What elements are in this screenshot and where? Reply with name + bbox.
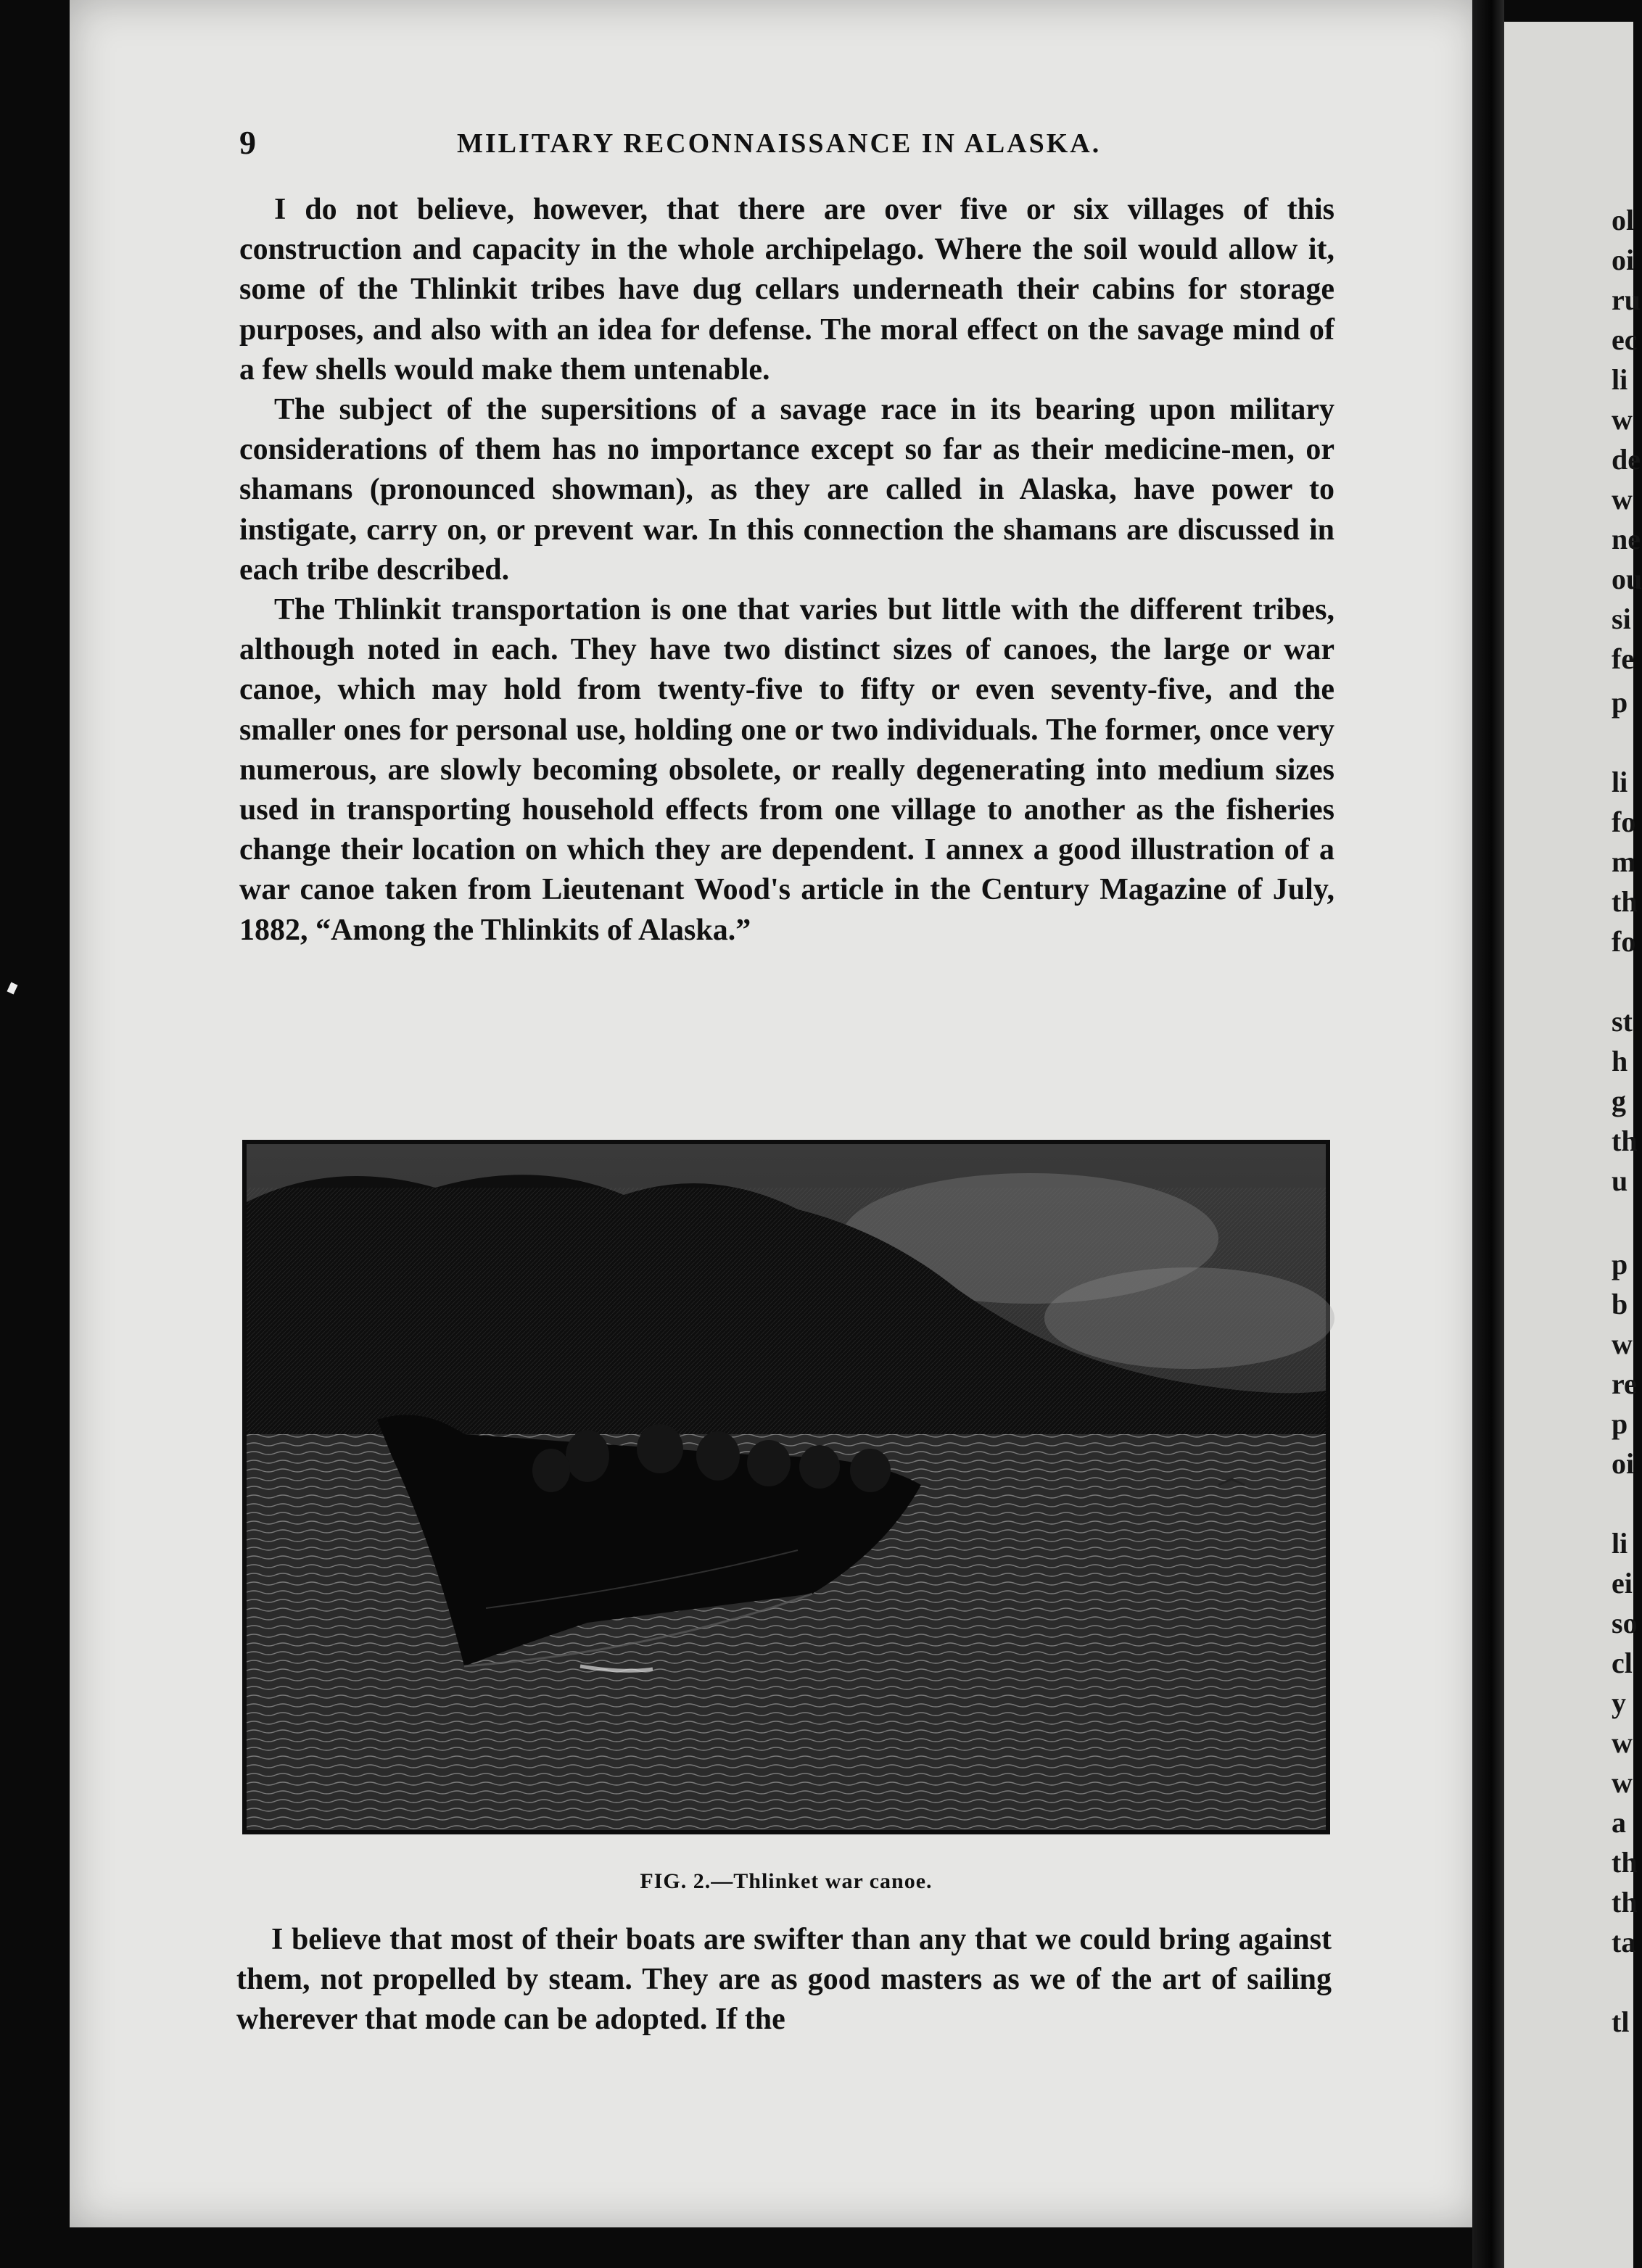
adjacent-page-fragment: fe xyxy=(1612,642,1635,675)
adjacent-page-fragment: ec xyxy=(1612,323,1638,356)
paragraph: The Thlinkit transportation is one that varies but little with the different tribes, although noted in each. They have two distinct sizes of canoes, the large or war canoe, which may hold from twenty-five to fifty or even seventy-five, and the smaller ones for personal use, holding one or two individuals. The former, once very numerous, are slowly becoming obsolete, or really degenerating into medium sizes used in transporting household effects from one village to another as the fisheries change their location on which they are dependent. I annex a good illustration of a war canoe taken from Lieutenant Wood's article in the Century Magazine of July, 1882, “Among the Thlinkits of Alaska.” xyxy=(239,593,1334,947)
adjacent-page-edge xyxy=(1504,22,1642,2268)
book-gutter xyxy=(1472,0,1504,2268)
paragraph: I believe that most of their boats are swifter than any that we could bring against them, not propelled by steam. They are as good masters as we of the art of sailing wherever that mode can be adopted. If the xyxy=(236,1923,1332,2037)
adjacent-page-fragment: w xyxy=(1612,403,1633,436)
body-text xyxy=(239,190,1334,951)
adjacent-page-fragment: w xyxy=(1612,1726,1633,1759)
adjacent-page-fragment: re xyxy=(1612,1367,1637,1400)
adjacent-page-fragment: ei xyxy=(1612,1567,1633,1599)
adjacent-page-fragment: tl xyxy=(1612,2006,1630,2038)
adjacent-page-fragment: p xyxy=(1612,686,1628,719)
adjacent-page-fragment: st xyxy=(1612,1005,1633,1038)
adjacent-page-fragment: li xyxy=(1612,766,1628,798)
adjacent-page-fragment: cl xyxy=(1612,1647,1633,1679)
adjacent-page-fragment: fo xyxy=(1612,925,1636,958)
adjacent-page-fragment: b xyxy=(1612,1288,1628,1320)
adjacent-page-fragment: a xyxy=(1612,1806,1626,1839)
adjacent-page-fragment: g xyxy=(1612,1085,1626,1117)
adjacent-page-fragment: m xyxy=(1612,845,1636,878)
adjacent-page-fragment: th xyxy=(1612,885,1638,918)
margin-mark xyxy=(7,982,18,995)
adjacent-page-fragment: ou xyxy=(1612,563,1642,595)
war-canoe-illustration xyxy=(242,1140,1330,1834)
adjacent-page-fragment: w xyxy=(1612,1328,1633,1360)
adjacent-page-fragment: ol xyxy=(1612,204,1635,236)
adjacent-page-fragment: oi xyxy=(1612,1447,1635,1480)
adjacent-page-fragment: th xyxy=(1612,1125,1638,1157)
page-header xyxy=(239,123,1342,167)
adjacent-page-fragment: u xyxy=(1612,1164,1628,1197)
adjacent-page-fragment: ta xyxy=(1612,1926,1636,1958)
running-title: MILITARY RECONNAISSANCE IN ALASKA. xyxy=(457,128,1102,159)
adjacent-page-fragment: h xyxy=(1612,1045,1628,1077)
adjacent-page-fragment: li xyxy=(1612,1527,1628,1560)
engraving-image xyxy=(247,1144,1326,1830)
figure-caption: FIG. 2.—Thlinket war canoe. xyxy=(640,1869,933,1893)
adjacent-page-fragment: p xyxy=(1612,1407,1628,1440)
adjacent-page-fragment: de xyxy=(1612,443,1641,476)
adjacent-page-fragment: ru xyxy=(1612,284,1641,316)
body-text-continued xyxy=(236,1920,1332,2040)
adjacent-page-fragment: p xyxy=(1612,1248,1628,1280)
page-number: 9 xyxy=(239,124,256,161)
adjacent-page-fragment: th xyxy=(1612,1846,1638,1879)
paragraph: I do not believe, however, that there are over five or six villages of this construction and capacity in the whole archipelago. Where the soil would allow it, some of the Thlinkit tribes have dug cellars underneath their cabins for storage purposes, and also with an idea for defense. The moral effect on the savage mind of a few shells would make them untenable. xyxy=(239,193,1334,386)
adjacent-page-fragment: fo xyxy=(1612,806,1636,838)
adjacent-page-fragment: ne xyxy=(1612,523,1641,555)
adjacent-page-fragment: y xyxy=(1612,1686,1626,1719)
adjacent-page-fragment: w xyxy=(1612,483,1633,516)
adjacent-page-fragment: th xyxy=(1612,1886,1638,1919)
adjacent-page-fragment: si xyxy=(1612,603,1631,635)
paragraph: The subject of the supersitions of a savage race in its bearing upon military considerations of them has no importance except so far as their medicine-men, or shamans (pronounced showman), as they are called in Alaska, have power to instigate, carry on, or prevent war. In this connection the shamans are discussed in each tribe described. xyxy=(239,393,1334,587)
adjacent-page-fragment: li xyxy=(1612,363,1628,396)
adjacent-page-fragment: oi xyxy=(1612,244,1635,276)
adjacent-page-fragment: so xyxy=(1612,1607,1638,1639)
adjacent-page-fragment: w xyxy=(1612,1766,1633,1799)
